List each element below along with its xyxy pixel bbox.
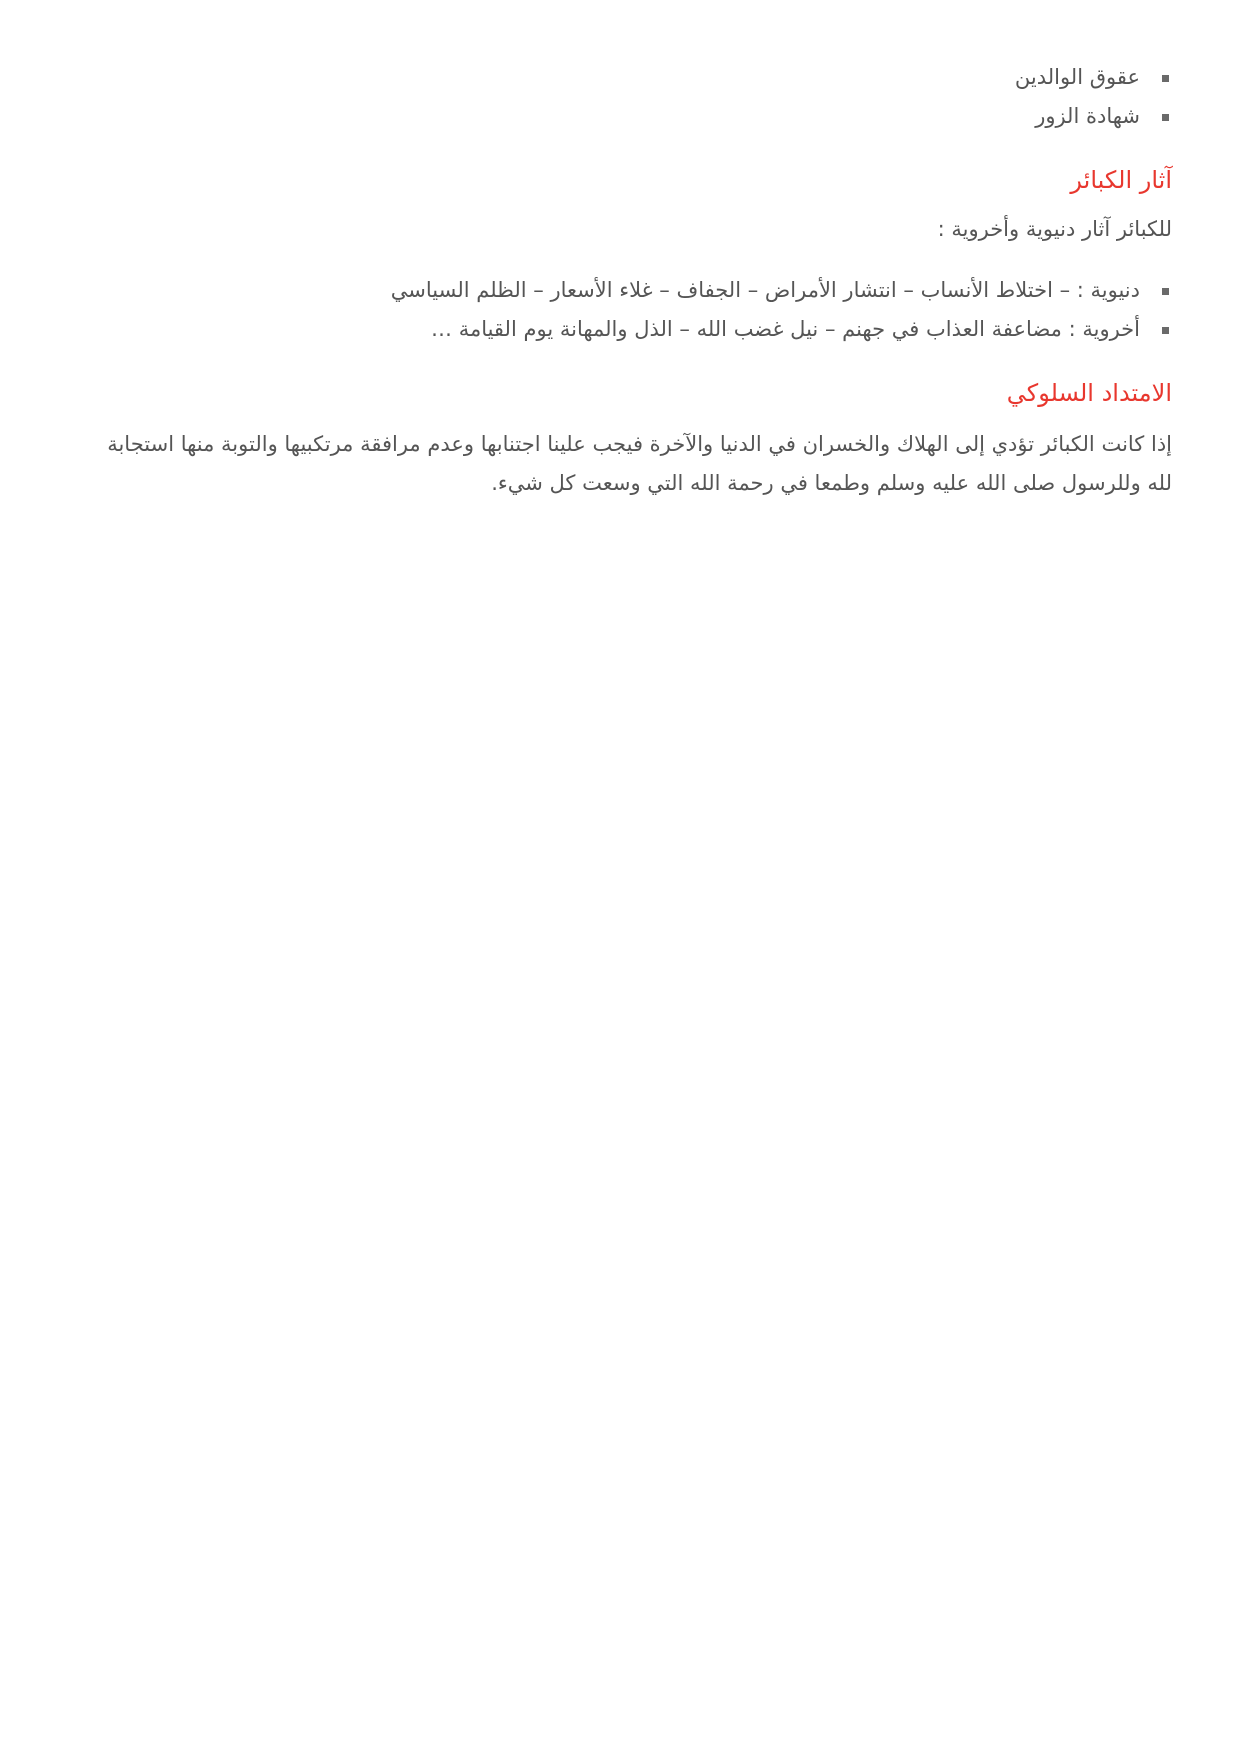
- effects-intro-text: للكبائر آثار دنيوية وأخروية :: [937, 217, 1172, 241]
- list-item-text: عقوق الوالدين: [1014, 65, 1140, 89]
- behavior-section-title: الامتداد السلوكي: [1006, 379, 1172, 407]
- square-bullet-icon: [1162, 288, 1169, 295]
- sins-list: [90, 58, 1172, 136]
- effects-section-title: آثار الكبائر: [1070, 166, 1172, 194]
- list-item-text: شهادة الزور: [1035, 104, 1140, 128]
- square-bullet-icon: [1162, 114, 1169, 121]
- list-item: [90, 271, 1140, 310]
- list-item: [90, 310, 1140, 349]
- list-item: [90, 97, 1140, 136]
- effects-list: [90, 271, 1172, 349]
- list-item: [90, 58, 1140, 97]
- square-bullet-icon: [1162, 327, 1169, 334]
- square-bullet-icon: [1162, 75, 1169, 82]
- list-item-text: دنيوية : – اختلاط الأنساب – انتشار الأمراض – الجفاف – غلاء الأسعار – الظلم السياسي: [390, 278, 1140, 302]
- list-item-text: أخروية : مضاعفة العذاب في جهنم – نيل غضب الله – الذل والمهانة يوم القيامة …: [431, 317, 1140, 341]
- behavior-paragraph: إذا كانت الكبائر تؤدي إلى الهلاك والخسران في الدنيا والآخرة فيجب علينا اجتنابها وعدم مرافقة مرتكبيها والتوبة منها استجابة لله وللرسول صلى الله عليه وسلم وطمعا في رحمة الله التي وسعت كل شيء.: [107, 432, 1172, 495]
